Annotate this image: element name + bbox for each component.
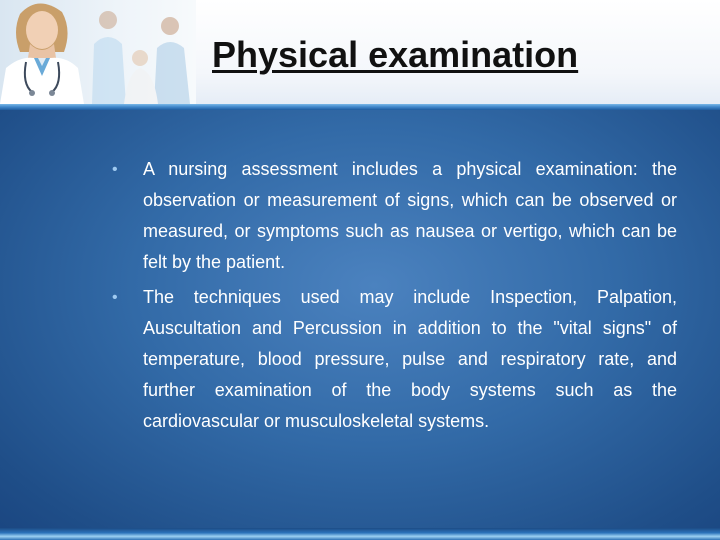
medical-staff-illustration: [0, 0, 196, 104]
bullet-item: [112, 154, 677, 278]
bullet-text: A nursing assessment includes a physical examination: the observation or measurement of signs, which can be observed or measured, or symptoms such as nausea or vertigo, which can be felt by the patient.: [143, 159, 677, 272]
slide-header: [0, 0, 720, 104]
bullet-item: [112, 282, 677, 437]
slide-content: [112, 154, 677, 441]
bullet-list: [112, 154, 677, 437]
medical-staff-photo: [0, 0, 196, 104]
bullet-marker-icon: •: [112, 289, 118, 306]
footer-stripe: [0, 528, 720, 540]
bullet-text: The techniques used may include Inspection, Palpation, Auscultation and Percussion in addition to the "vital signs" of temperature, blood pressure, pulse and respiratory rate, and further examination of the body systems such as the cardiovascular or musculoskeletal systems.: [143, 287, 677, 431]
bullet-marker-icon: •: [112, 161, 118, 178]
slide-title: Physical examination: [212, 34, 579, 75]
